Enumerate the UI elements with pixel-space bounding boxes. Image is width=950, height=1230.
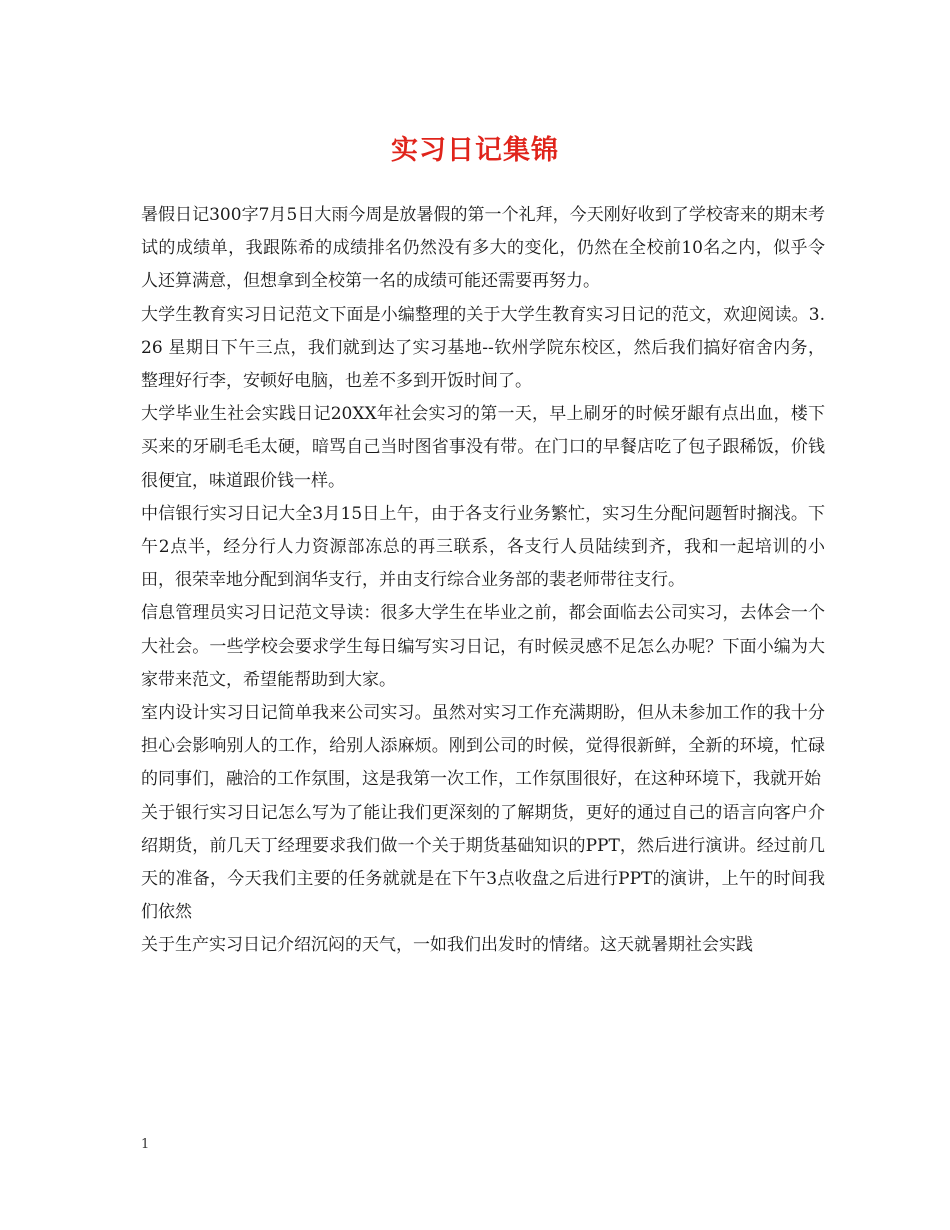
paragraph: 室内设计实习日记简单我来公司实习。虽然对实习工作充满期盼，但从未参加工作的我十分担心会影响别人的工作，给别人添麻烦。刚到公司的时候，觉得很新鲜，全新的环境，忙碌的同事们，融洽的工作氛围，这是我第一次工作，工作氛围很好，在这种环境下，我就开始 bbox=[141, 703, 825, 790]
paragraph: 大学生教育实习日记范文下面是小编整理的关于大学生教育实习日记的范文，欢迎阅读。3.26 星期日下午三点，我们就到达了实习基地--钦州学院东校区，然后我们搞好宿舍内务，整理好行李，安顿好电脑，也差不多到开饭时间了。 bbox=[141, 304, 825, 392]
paragraph: 暑假日记300字7月5日大雨今周是放暑假的第一个礼拜，今天刚好收到了学校寄来的期末考试的成绩单，我跟陈希的成绩排名仍然没有多大的变化，仍然在全校前10名之内，似乎令人还算满意，但想拿到全校第一名的成绩可能还需要再努力。 bbox=[141, 205, 825, 292]
paragraph: 关于银行实习日记怎么写为了能让我们更深刻的了解期货，更好的通过自己的语言向客户介绍期货，前几天丁经理要求我们做一个关于期货基础知识的PPT，然后进行演讲。经过前几天的准备，今天我们主要的任务就就是在下午3点收盘之后进行PPT的演讲，上午的时间我们依然 bbox=[141, 802, 825, 923]
paragraph: 关于生产实习日记介绍沉闷的天气，一如我们出发时的情绪。这天就暑期社会实践 bbox=[141, 935, 753, 956]
document-body bbox=[141, 199, 825, 963]
page-number: 1 bbox=[141, 1137, 150, 1152]
paragraph: 大学毕业生社会实践日记20XX年社会实习的第一天，早上刷牙的时候牙龈有点出血，楼下买来的牙刷毛毛太硬，暗骂自己当时图省事没有带。在门口的早餐店吃了包子跟稀饭，价钱很便宜，味道跟价钱一样。 bbox=[141, 404, 825, 491]
paragraph: 中信银行实习日记大全3月15日上午，由于各支行业务繁忙，实习生分配问题暂时搁浅。下午2点半，经分行人力资源部冻总的再三联系，各支行人员陆续到齐，我和一起培训的小田，很荣幸地分配到润华支行，并由支行综合业务部的裴老师带往支行。 bbox=[141, 503, 825, 591]
paragraph: 信息管理员实习日记范文导读：很多大学生在毕业之前，都会面临去公司实习，去体会一个大社会。一些学校会要求学生每日编写实习日记，有时候灵感不足怎么办呢？下面小编为大家带来范文，希望能帮助到大家。 bbox=[141, 603, 825, 690]
document-title: 实习日记集锦 bbox=[391, 135, 559, 166]
